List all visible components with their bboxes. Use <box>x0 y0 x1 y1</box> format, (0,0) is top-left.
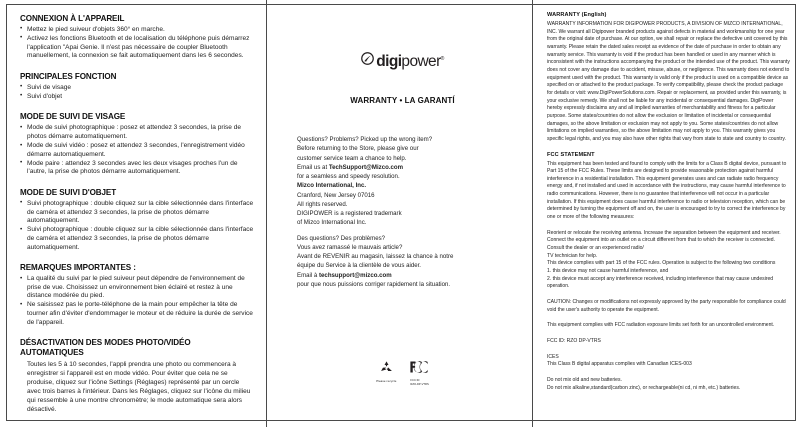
digipower-swoosh-icon <box>361 52 374 70</box>
section-list-connexion <box>20 26 254 61</box>
trademark-line: of Mizco International Inc. <box>297 219 367 227</box>
recycle-badge <box>376 360 396 384</box>
contact-line: Questions? Problems? Picked up the wrong item? <box>297 136 433 143</box>
section-heading-principales-fonction: PRINCIPALES FONCTION <box>20 71 117 81</box>
list-item: • Mettez le pied suiveur d'objets 360° en marche. <box>20 26 254 35</box>
warranty-body-text: WARRANTY INFORMATION FOR DIGIPOWER PRODUCTS, A DIVISION OF MIZCO INTERNATIONAL, INC. We warrant all Digipower branded products against defects in material and workmanship for one year from the original date of purchase. At our option, we shall repair or replace the defective unit covered by this warranty. Please retain the dated sales receipt as evidence of the date of purchase in order to obtain any warranty service. This warranty is void if the product has been handled or used in any manner which is inconsistent with the instructions accompanying the product or the intended use of the product. This warranty does not cover any damage due to accident, misuse, abuse, or negligence. This warranty does not extend to equipment used with the product. This warranty is valid only if the product is used on a compatible device as specified on or attached to the product package. To verify compatibility, please check the product package for details or visit: www.DigiPowerSolutions.com. Repair or replacement, as provided under this warranty, is your exclusive remedy. We shall not be liable for any incidental or consequential damages. DigiPower hereby expressly disclaims any and all implied warranties of merchantability and fitness for a particular purpose. Some states/countries do not allow the exclusion or limitation of incidental or consequential damages, so the above limitation or exclusion may not apply to you. Some states/countries do not allow limitations on implied warranties, so the above limitation may not apply to you. This warranty gives you specific legal rights, and you may also have other rights that vary from state to state and country to country. <box>547 21 790 142</box>
contact-line-fr: Avant de REVENIR au magasin, laissez la chance à notre <box>297 253 454 260</box>
list-item: • Suivi de visage <box>20 84 254 93</box>
company-address: Cranford, New Jersey 07016 <box>297 191 375 199</box>
digipower-logo <box>361 52 443 70</box>
spacer <box>547 330 790 338</box>
compliance-badges <box>376 360 429 387</box>
list-item: • Mode de suivi photographique : posez et attendez 3 secondes, la prise de photos démarre automatiquement. <box>20 124 254 141</box>
section-paragraph-desactivation: Toutes les 5 à 10 secondes, l'appli prendra une photo ou commencera à enregistrer si l'appareil est en mode vidéo. Pour éviter que cela ne se produise, cliquez sur l'icône Settings (Réglages) représenté par un cercle avec trois barres à l'intérieur. Dans les Réglages, cliquez sur l'icône du milieu qui ressemble à une montre chronomètre; le mode automatique sera alors désactivé. <box>27 360 251 414</box>
contact-line-fr: Des questions? Des problèmes? <box>297 234 386 242</box>
list-item: • Suivi photographique : double cliquez sur la cible sélectionnée dans l'interface de caméra et attendez 3 secondes, la prise de photos démarre automatiquement. <box>20 200 254 226</box>
rights-line: All rights reserved. <box>297 200 348 208</box>
spacer <box>547 346 790 354</box>
warranty-heading-english: WARRANTY (English) <box>547 12 607 18</box>
spacer <box>547 291 790 299</box>
contact-email-line-en: Email us at TechSupport@Mizco.com <box>297 163 404 171</box>
fcc-measure-line: TV technician for help. <box>547 252 598 259</box>
list-item: • Suivi photographique : double cliquez sur la cible sélectionnée dans l'interface de caméra et attendez 3 secondes, la prise de photos démarre automatiquement. <box>20 226 254 252</box>
spacer <box>547 144 790 152</box>
spacer <box>547 222 790 230</box>
ices-heading: ICES <box>547 353 559 360</box>
fcc-conditions-intro: This device complies with part 15 of the FCC rules. Operation is subject to the following two conditions <box>547 260 776 267</box>
section-list-suivi-visage <box>20 124 254 177</box>
support-email-fr: techsupport@mizco.com <box>319 271 392 279</box>
fcc-measure-line: Connect the equipment into an outlet on a circuit different from that to which the receiver is connected. <box>547 237 775 244</box>
fcc-id-label: FCC ID: <box>410 378 421 382</box>
fcc-statement-heading: FCC STATEMENT <box>547 151 595 158</box>
company-name: Mizco International, Inc. <box>297 182 367 190</box>
list-item: • Mode paire : attendez 3 secondes avec les deux visages proches l'un de l'autre, la prise de photos démarre automatiquement. <box>20 160 254 177</box>
section-heading-suivi-objet: MODE DE SUIVI D'OBJET <box>20 188 117 198</box>
middle-panel-brand-contact <box>266 0 532 427</box>
contact-line: for a seamless and speedy resolution. <box>297 173 400 180</box>
fcc-measure-line: Consult the dealer or an experienced radio/ <box>547 245 644 252</box>
section-heading-suivi-visage: MODE DE SUIVI DE VISAGE <box>20 112 126 122</box>
section-list-suivi-objet <box>20 200 254 252</box>
trademark-line: DIGIPOWER is a registered trademark <box>297 210 402 217</box>
list-item: • Ne saisissez pas le porte-téléphone de la main pour empêcher la tête de tourner afin d'éviter d'endommager le moteur et de réduire la durée de service de l'appareil. <box>20 301 254 327</box>
digipower-wordmark <box>376 54 443 70</box>
contact-line-fr: pour que nous puissions corriger rapidement la situation. <box>297 280 451 288</box>
caution-text: CAUTION: Changes or modifications not expressly approved by the party responsible for compliance could void the user's authority to operate the equipment. <box>547 299 786 313</box>
contact-block <box>297 135 508 289</box>
section-heading-desactivation: DÉSACTIVATION DES MODES PHOTO/VIDÉO AUTOMATIQUES <box>20 338 191 357</box>
contact-line: Before returning to the Store, please give our <box>297 145 419 153</box>
list-item: • Activez les fonctions Bluetooth et de localisation du téléphone puis démarrez l'application "Apai Genie. Il n'est pas nécessaire de coupler Bluetooth manuellement, la connexion se fait automatiquement dans les 6 secondes. <box>20 35 254 61</box>
fcc-logo-icon <box>410 360 428 377</box>
section-heading-connexion: CONNEXION À L'APPAREIL <box>20 14 125 23</box>
contact-line: customer service team a chance to help. <box>297 154 407 162</box>
contact-email-line-fr: Email à techsupport@mizco.com <box>297 271 392 279</box>
right-panel-english-warranty <box>532 0 800 427</box>
fcc-condition-1: 1. this device may not cause harmful interference, and <box>547 268 669 275</box>
support-email-en: TechSupport@Mizco.com <box>328 163 404 171</box>
fcc-id-text: FCC ID: RZO DP-VTRS <box>547 337 601 344</box>
logo-word-bold: digi <box>376 52 402 70</box>
recycle-icon <box>380 360 393 377</box>
logo-word-light: power <box>401 52 441 70</box>
list-item: • Mode de suivi vidéo : posez et attendez 3 secondes, l'enregistrement vidéo démarre automatiquement. <box>20 142 254 159</box>
logo-registered-mark: ® <box>440 55 444 62</box>
fcc-measure-line: Reorient or relocate the receiving antenna. Increase the separation between the equipment and receiver. <box>547 229 781 236</box>
battery-warning-line: Do not mix old and new batteries. <box>547 376 622 383</box>
fcc-id-value: RZO-DP-VTRS <box>410 383 429 387</box>
spacer <box>547 314 790 322</box>
radiation-exposure-text: This equipment complies with FCC radiation exposure limits set forth for an uncontrolled environment. <box>547 322 775 329</box>
section-list-remarques <box>20 275 254 327</box>
list-item: • La qualité du suivi par le pied suiveur peut dépendre de l'environnement de prise de vue. Choisissez un environnement bien éclairé et restez à une distance modérée du pied. <box>20 275 254 301</box>
section-heading-remarques: REMARQUES IMPORTANTES : <box>20 263 136 273</box>
contact-line-fr: Vous avez ramassé le mauvais article? <box>297 243 403 251</box>
fcc-condition-2: 2. this device must accept any interference received, including interference that may cause undesired operation. <box>547 275 774 290</box>
contact-line-fr: équipe du Service à la clientèle de vous aider. <box>297 262 421 270</box>
list-item: • Suivi d'objet <box>20 93 254 102</box>
recycle-caption: Please recycle <box>376 379 397 384</box>
left-panel-french-instructions <box>0 0 266 427</box>
fcc-statement-body: This equipment has been tested and found to comply with the limits for a Class B digital device, pursuant to Part 15 of the FCC Rules. These limits are designed to provide reasonable protection against harmful interference in a residential installation. This equipment generates uses and can radiate radio frequency energy and, if not installed and used in accordance with the instructions, may cause harmful interference to radio communications. However, there is no guarantee that interference will not occur in a particular installation. If this equipment does cause harmful interference to radio or television reception, which can be determined by turning the equipment off and on, the user is encouraged to try to correct the interference by one or more of the following measures: <box>547 160 787 221</box>
warranty-title: WARRANTY • LA GARANTÍ <box>350 96 455 105</box>
battery-warning-line: Do not mix alkaline,standard(carbon zinc), or rechargeable(ni cd, ni mh, etc.) batteries. <box>547 384 741 391</box>
ices-body: This Class B digital apparatus complies with Canadian ICES-003 <box>547 361 692 368</box>
spacer <box>547 369 790 377</box>
fcc-badge <box>410 360 428 387</box>
section-list-principales-fonction <box>20 84 254 102</box>
